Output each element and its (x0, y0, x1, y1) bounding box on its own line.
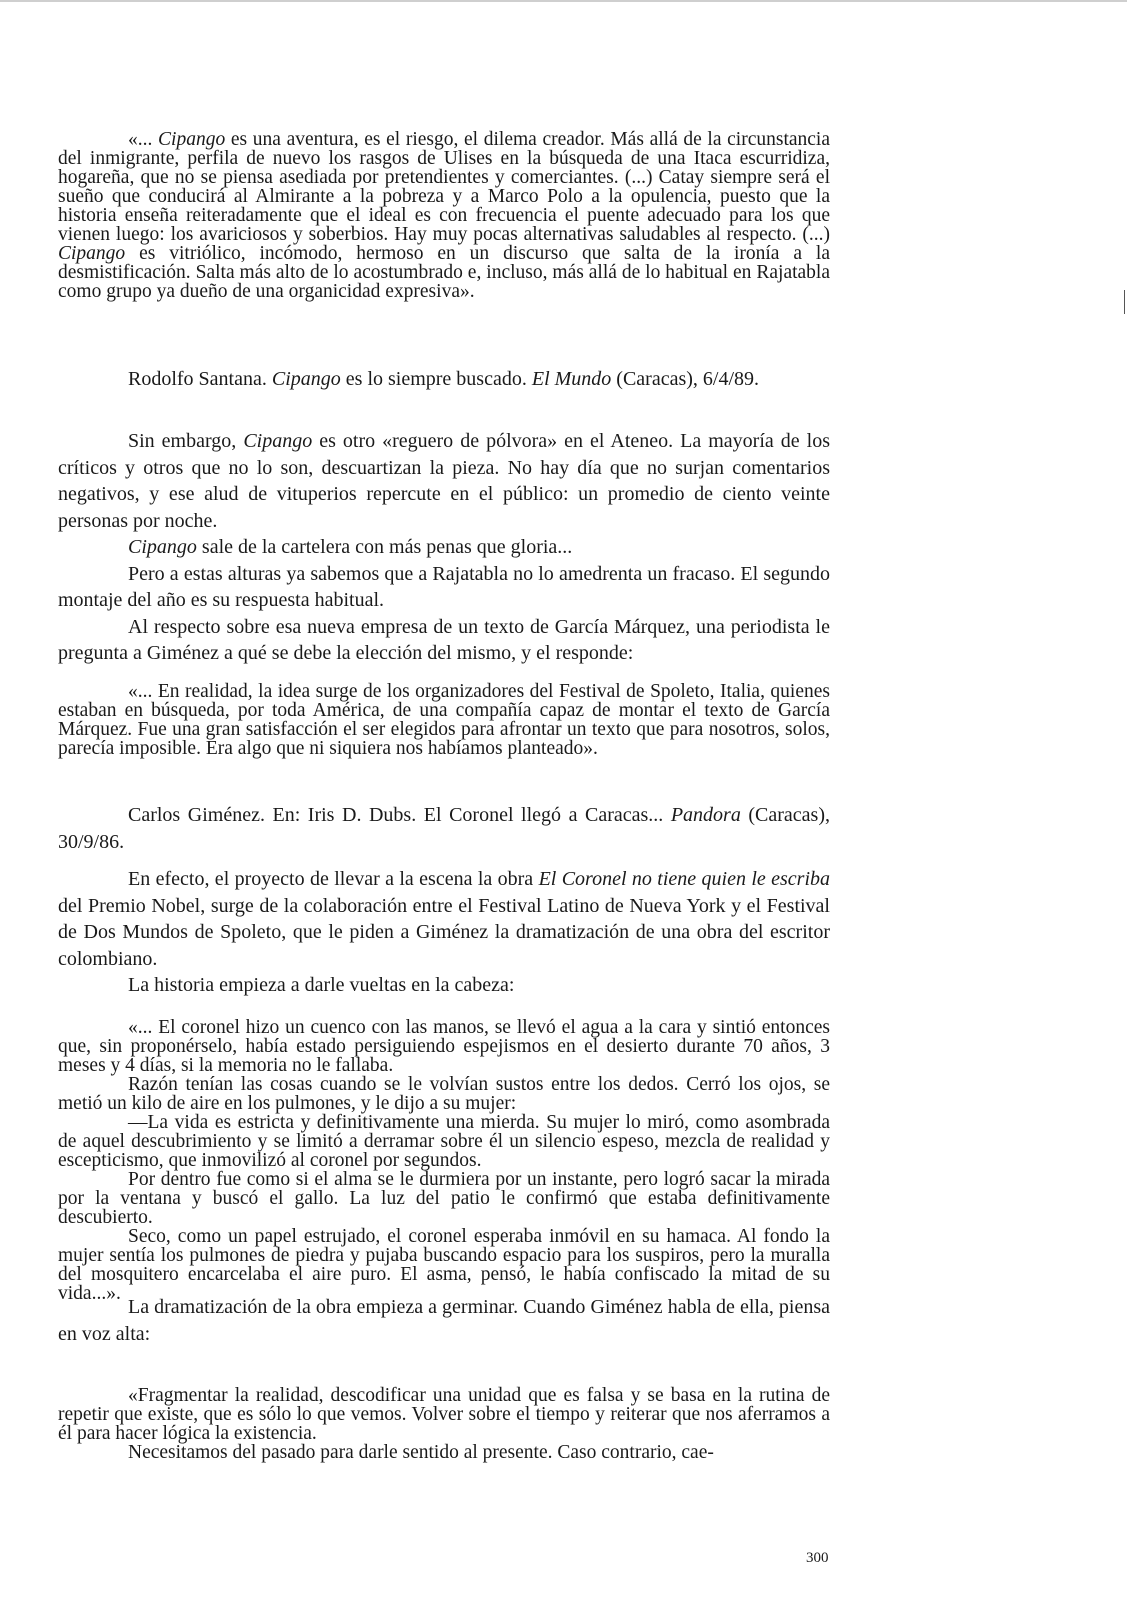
quote-paragraph: «... Cipango es una aventura, es el riesgo, el dilema creador. Más allá de la circunstancia del inmigrante, perfila de nuevo los rasgos de Ulises en la búsqueda de una Itaca escurridiza, hogareña, que no se piensa asediada por pretendientes y comerciantes. (...) Catay siempre será el sueño que conducirá al Almirante a la pobreza y a Marco Polo a la opulencia, puesto que la historia enseña reiteradamente que el ideal es con frecuencia el puente adecuado para los que vienen luego: los avariciosos y soberbios. Hay muy pocas alternativas saludables al respecto. (...) Cipango es vitriólico, incómodo, hermoso en un discurso que salta de la ironía a la desmistificación. Salta más alto de lo acostumbrado e, incluso, más allá de lo habitual en Rajatabla como grupo ya dueño de una organicidad expresiva». (58, 129, 831, 302)
citation-text: Rodolfo Santana. Cipango es lo siempre buscado. El Mundo (Caracas), 6/4/89. (128, 368, 760, 390)
citation-santana (58, 366, 830, 393)
quote-paragraph: Necesitamos del pasado para darle sentido al presente. Caso contrario, cae- (128, 1442, 714, 1463)
quote-paragraph: «... El coronel hizo un cuenco con las manos, se llevó el agua a la cara y sintió entonces que, sin proponérselo, había estado persiguiendo espejismos en el desierto durante 70 años, 3 meses y 4 días, si la memoria no le fallaba. (58, 1017, 830, 1076)
body-paragraph: La dramatización de la obra empieza a germinar. Cuando Giménez habla de ella, piensa en voz alta: (58, 1296, 830, 1345)
quote-gimenez-2 (58, 1386, 830, 1462)
quote-paragraph: Seco, como un papel estrujado, el coronel esperaba inmóvil en su hamaca. Al fondo la mujer sentía los pulmones de piedra y pujaba buscando espacio para los suspiros, pero la muralla del mosquitero encarcelaba el aire puro. El asma, pensó, le había confiscado la mitad de su vida...». (58, 1226, 830, 1304)
body-section-2 (58, 866, 830, 999)
quote-paragraph: Razón tenían las cosas cuando se le volvían sustos entre los dedos. Cerró los ojos, se metió un kilo de aire en los pulmones, y le dijo a su mujer: (58, 1074, 830, 1114)
body-paragraph: Pero a estas alturas ya sabemos que a Rajatabla no lo amedrenta un fracaso. El segundo montaje del año es su respuesta habitual. (58, 562, 830, 611)
quote-paragraph: —La vida es estricta y definitivamente una mierda. Su mujer lo miró, como asombrada de aquel descubrimiento y se limitó a derramar sobre él un silencio espeso, mezcla de realidad y escepticismo, que inmovilizó al coronel por segundos. (58, 1112, 830, 1171)
quote-paragraph: «... En realidad, la idea surge de los organizadores del Festival de Spoleto, Italia, quienes estaban en búsqueda, por toda América, de una compañía capaz de montar el texto de García Márquez. Fue una gran satisfacción el ser elegidos para afrontar un texto que para nosotros, solos, parecía imposible. Era algo que ni siquiera nos habíamos planteado». (58, 681, 830, 759)
quote-gimenez-1 (58, 682, 830, 758)
scan-top-edge (0, 0, 1127, 2)
body-section-3 (58, 1294, 830, 1347)
scan-edge-mark (1124, 290, 1125, 314)
page-number: 300 (806, 1550, 829, 1566)
body-paragraph: La historia empieza a darle vueltas en la cabeza: (128, 974, 515, 996)
quote-paragraph: «Fragmentar la realidad, descodificar una unidad que es falsa y se basa en la rutina de repetir que existe, que es sólo lo que vemos. Volver sobre el tiempo y reiterar que nos aferramos a él para hacer lógica la existencia. (58, 1385, 830, 1444)
citation-text: Carlos Giménez. En: Iris D. Dubs. El Coronel llegó a Caracas... Pandora (Caracas), 30/9/86. (58, 804, 830, 853)
body-paragraph: Sin embargo, Cipango es otro «reguero de pólvora» en el Ateneo. La mayoría de los críticos y otros que no lo son, descuartizan la pieza. No hay día que no surjan comentarios negativos, y ese alud de vituperios repercute en el público: un promedio de ciento veinte personas por noche. (58, 430, 830, 532)
body-paragraph: En efecto, el proyecto de llevar a la escena la obra El Coronel no tiene quien le escriba del Premio Nobel, surge de la colaboración entre el Festival Latino de Nueva York y el Festival de Dos Mundos de Spoleto, que le piden a Giménez la dramatización de una obra del escritor colombiano. (58, 868, 831, 970)
citation-gimenez (58, 802, 830, 855)
quote-santana (58, 130, 830, 301)
quote-paragraph: Por dentro fue como si el alma se le durmiera por un instante, pero logró sacar la mirada por la ventana y buscó el gallo. La luz del patio le confirmó que estaba definitivamente descubierto. (58, 1169, 830, 1228)
quote-coronel (58, 1018, 830, 1303)
body-section-1 (58, 428, 830, 667)
body-paragraph: Cipango sale de la cartelera con más penas que gloria... (128, 536, 573, 558)
body-paragraph: Al respecto sobre esa nueva empresa de un texto de García Márquez, una periodista le pregunta a Giménez a qué se debe la elección del mismo, y el responde: (58, 615, 830, 664)
